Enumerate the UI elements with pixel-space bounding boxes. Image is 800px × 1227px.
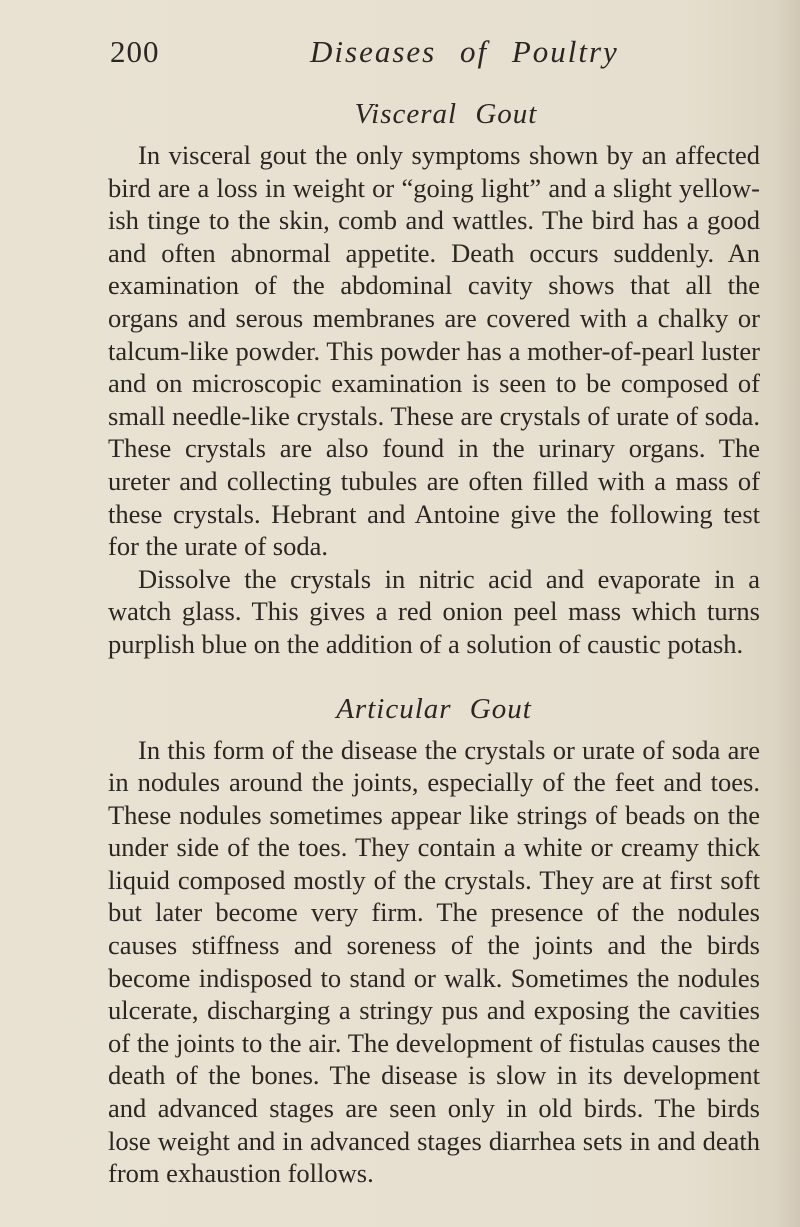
page-body [108,98,760,1190]
page-header [110,34,750,78]
section-heading-visceral-gout: Visceral Gout [354,98,538,130]
running-title: Diseases of Poultry [310,34,619,69]
paragraph: In visceral gout the only symptoms shown by an affected bird are a loss in weight or “going light” and a slight yellow-ish tinge to the skin, comb and wattles. The bird has a good and often abnormal appetite. Death occurs suddenly. An examination of the abdominal cavity shows that all the organs and serous membranes are covered with a chalky or talcum-like powder. This powder has a mother-of-pearl luster and on microscopic examination is seen to be composed of small needle-like crystals. These are crystals of urate of soda. These crystals are also found in the urinary organs. The ureter and collecting tubules are often filled with a mass of these crystals. Hebrant and Antoine give the following test for the urate of soda. [108,140,760,562]
paragraph: Dissolve the crystals in nitric acid and evaporate in a watch glass. This gives a red onion peel mass which turns purplish blue on the addition of a solution of caustic potash. [108,563,760,659]
page-number: 200 [110,34,160,69]
section-heading-articular-gout: Articular Gout [336,692,532,725]
paragraph: In this form of the disease the crystals or urate of soda are in nodules around the joints, especially of the feet and toes. These nodules sometimes appear like strings of beads on the under side of the toes. They contain a white or creamy thick liquid composed mostly of the crystals. They are at first soft but later become very firm. The presence of the nodules causes stiffness and soreness of the joints and the birds become indisposed to stand or walk. Sometimes the nodules ulcerate, discharging a stringy pus and exposing the cavities of the joints to the air. The development of fistulas causes the death of the bones. The disease is slow in its development and advanced stages are seen only in old birds. The birds lose weight and in advanced stages diarrhea sets in and death from exhaustion follows. [108,734,760,1189]
